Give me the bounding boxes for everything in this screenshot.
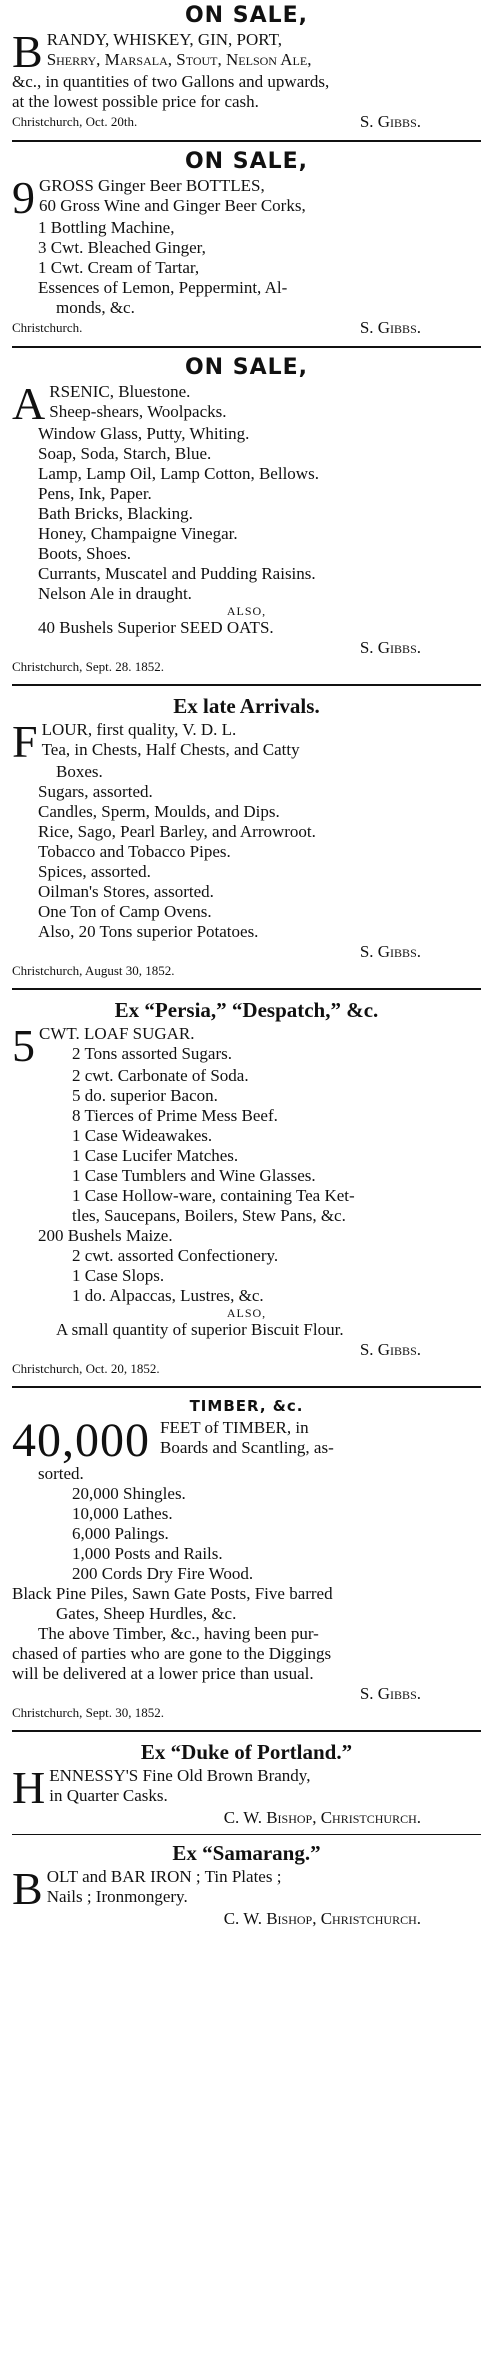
advert-line: 10,000 Lathes. — [72, 1504, 173, 1523]
advert-heading: TIMBER, &c. — [189, 1397, 304, 1415]
date: Christchurch, August 30, 1852. — [12, 963, 175, 978]
advert-line: chased of parties who are gone to the Diggings — [12, 1644, 332, 1663]
advert-samarang — [12, 1839, 481, 1929]
dateline — [12, 318, 481, 338]
advert-line: 200 Cords Dry Fire Wood. — [72, 1564, 254, 1583]
advert-line: 3 Cwt. Bleached Ginger, — [38, 238, 206, 257]
advert-spirits — [12, 2, 481, 132]
advert-ginger-beer — [12, 148, 481, 338]
advert-line: 1 Case Hollow-ware, containing Tea Ket- — [72, 1186, 355, 1205]
divider — [12, 988, 481, 990]
advert-heading: Ex “Samarang.” — [172, 1841, 321, 1865]
advert-line: in Quarter Casks. — [49, 1786, 168, 1805]
advert-line: 60 Gross Wine and Ginger Beer Corks, — [39, 196, 306, 215]
divider — [12, 1730, 481, 1732]
date: Christchurch, Oct. 20, 1852. — [12, 1361, 160, 1376]
advert-line: Bath Bricks, Blacking. — [38, 504, 193, 523]
signature: S. Gibbs. — [359, 638, 421, 657]
divider — [12, 346, 481, 348]
advert-heading: Ex late Arrivals. — [173, 694, 320, 718]
advert-line: Sugars, assorted. — [38, 782, 153, 801]
advert-line: 6,000 Palings. — [72, 1524, 169, 1543]
advert-line: Boots, Shoes. — [38, 544, 132, 563]
advert-line: LOUR, first quality, V. D. L. — [41, 720, 237, 739]
advert-heading: ON SALE, — [184, 149, 309, 174]
advert-duke-of-portland — [12, 1738, 481, 1828]
divider — [12, 1386, 481, 1388]
advert-line: FEET of TIMBER, in — [160, 1418, 309, 1437]
advert-line: &c., in quantities of two Gallons and upwards, — [12, 72, 330, 91]
advert-line: 8 Tierces of Prime Mess Beef. — [72, 1106, 278, 1125]
advert-line: 1 Case Tumblers and Wine Glasses. — [72, 1166, 316, 1185]
advert-line: The above Timber, &c., having been pur- — [38, 1624, 319, 1643]
advert-line: One Ton of Camp Ovens. — [38, 902, 212, 921]
advert-line: 1 do. Alpaccas, Lustres, &c. — [72, 1286, 264, 1305]
advert-line: 20,000 Shingles. — [72, 1484, 186, 1503]
signature: S. Gibbs. — [359, 1340, 421, 1359]
divider — [12, 1834, 481, 1835]
advert-line: monds, &c. — [56, 298, 135, 317]
advert-line: Soap, Soda, Starch, Blue. — [38, 444, 212, 463]
also-label: ALSO, — [226, 1306, 267, 1320]
drop-cap: B — [12, 26, 43, 77]
signature: S. Gibbs. — [359, 942, 421, 961]
advert-line: Gates, Sheep Hurdles, &c. — [56, 1604, 237, 1623]
advert-heading: ON SALE, — [184, 3, 309, 28]
advert-line: Currants, Muscatel and Pudding Raisins. — [38, 564, 316, 583]
advert-line: Also, 20 Tons superior Potatoes. — [38, 922, 259, 941]
drop-cap: A — [12, 378, 46, 429]
also-label: ALSO, — [226, 604, 267, 618]
advert-line: Black Pine Piles, Sawn Gate Posts, Five barred — [12, 1584, 333, 1603]
drop-cap: B — [12, 1863, 43, 1914]
drop-cap: 5 — [12, 1020, 35, 1071]
advert-line: Sheep-shears, Woolpacks. — [49, 402, 227, 421]
advert-heading: Ex “Duke of Portland.” — [140, 1740, 353, 1764]
advert-line: sorted. — [38, 1464, 84, 1483]
advert-line: Boxes. — [56, 762, 103, 781]
advert-line: Spices, assorted. — [38, 862, 151, 881]
advert-line: Boards and Scantling, as- — [160, 1438, 334, 1457]
advert-line: Nails ; Ironmongery. — [46, 1887, 188, 1906]
advert-line: Essences of Lemon, Peppermint, Al- — [38, 278, 288, 297]
advert-line: Rice, Sago, Pearl Barley, and Arrowroot. — [38, 822, 316, 841]
advert-line: at the lowest possible price for cash. — [12, 92, 259, 111]
advert-late-arrivals — [12, 692, 481, 980]
advert-line: 5 do. superior Bacon. — [72, 1086, 218, 1105]
dateline — [12, 112, 481, 132]
advert-line: Nelson Ale in draught. — [38, 584, 192, 603]
advert-heading: Ex “Persia,” “Despatch,” &c. — [114, 998, 379, 1022]
advert-line: 1 Bottling Machine, — [38, 218, 175, 237]
advert-line: 1 Cwt. Cream of Tartar, — [38, 258, 200, 277]
advert-timber — [12, 1394, 481, 1722]
date: Christchurch. — [12, 320, 83, 335]
advert-line: OLT and BAR IRON ; Tin Plates ; — [46, 1867, 282, 1886]
divider — [12, 140, 481, 142]
advert-line: ENNESSY'S Fine Old Brown Brandy, — [49, 1766, 311, 1785]
advert-line: 1 Case Lucifer Matches. — [72, 1146, 239, 1165]
advert-line: A small quantity of superior Biscuit Flour. — [56, 1320, 344, 1339]
date: Christchurch, Sept. 28. 1852. — [12, 659, 165, 674]
advert-line: Candles, Sperm, Moulds, and Dips. — [38, 802, 280, 821]
advert-line: RSENIC, Bluestone. — [49, 382, 191, 401]
signature: S. Gibbs. — [359, 112, 421, 131]
drop-cap: F — [12, 716, 38, 767]
large-number: 40,000 — [12, 1414, 150, 1467]
drop-cap: 9 — [12, 172, 35, 223]
advert-persia-despatch — [12, 996, 481, 1378]
advert-line: 1 Case Wideawakes. — [72, 1126, 213, 1145]
signature: S. Gibbs. — [359, 318, 421, 337]
advert-line: 1 Case Slops. — [72, 1266, 165, 1285]
advert-line: CWT. LOAF SUGAR. — [39, 1024, 195, 1043]
advert-heading: ON SALE, — [184, 355, 309, 380]
signature: C. W. Bishop, Christchurch. — [223, 1909, 421, 1928]
advert-line: 2 cwt. assorted Confectionery. — [72, 1246, 279, 1265]
advert-line: Tobacco and Tobacco Pipes. — [38, 842, 231, 861]
advert-line: 200 Bushels Maize. — [38, 1226, 173, 1245]
divider — [12, 684, 481, 686]
advert-line: Tea, in Chests, Half Chests, and Catty — [41, 740, 300, 759]
date: Christchurch, Sept. 30, 1852. — [12, 1705, 165, 1720]
advert-line: will be delivered at a lower price than usual. — [12, 1664, 314, 1683]
drop-cap: H — [12, 1762, 46, 1813]
advert-line: Pens, Ink, Paper. — [38, 484, 152, 503]
signature: S. Gibbs. — [359, 1684, 421, 1703]
date: Christchurch, Oct. 20th. — [12, 114, 138, 129]
advert-line: tles, Saucepans, Boilers, Stew Pans, &c. — [72, 1206, 346, 1225]
advert-line: Oilman's Stores, assorted. — [38, 882, 214, 901]
signature: C. W. Bishop, Christchurch. — [223, 1808, 421, 1827]
advert-line: Window Glass, Putty, Whiting. — [38, 424, 250, 443]
advert-line: RANDY, WHISKEY, GIN, PORT, — [46, 30, 282, 49]
advert-line: Lamp, Lamp Oil, Lamp Cotton, Bellows. — [38, 464, 319, 483]
advert-line: 40 Bushels Superior SEED OATS. — [38, 618, 274, 637]
advert-line: Sherry, Marsala, Stout, Nelson Ale, — [46, 50, 312, 69]
advert-line: Honey, Champaigne Vinegar. — [38, 524, 238, 543]
advert-line: GROSS Ginger Beer BOTTLES, — [39, 176, 265, 195]
advert-general-goods — [12, 354, 481, 676]
advert-line: 1,000 Posts and Rails. — [72, 1544, 223, 1563]
advert-line: 2 Tons assorted Sugars. — [72, 1044, 232, 1063]
advert-line: 2 cwt. Carbonate of Soda. — [72, 1066, 249, 1085]
